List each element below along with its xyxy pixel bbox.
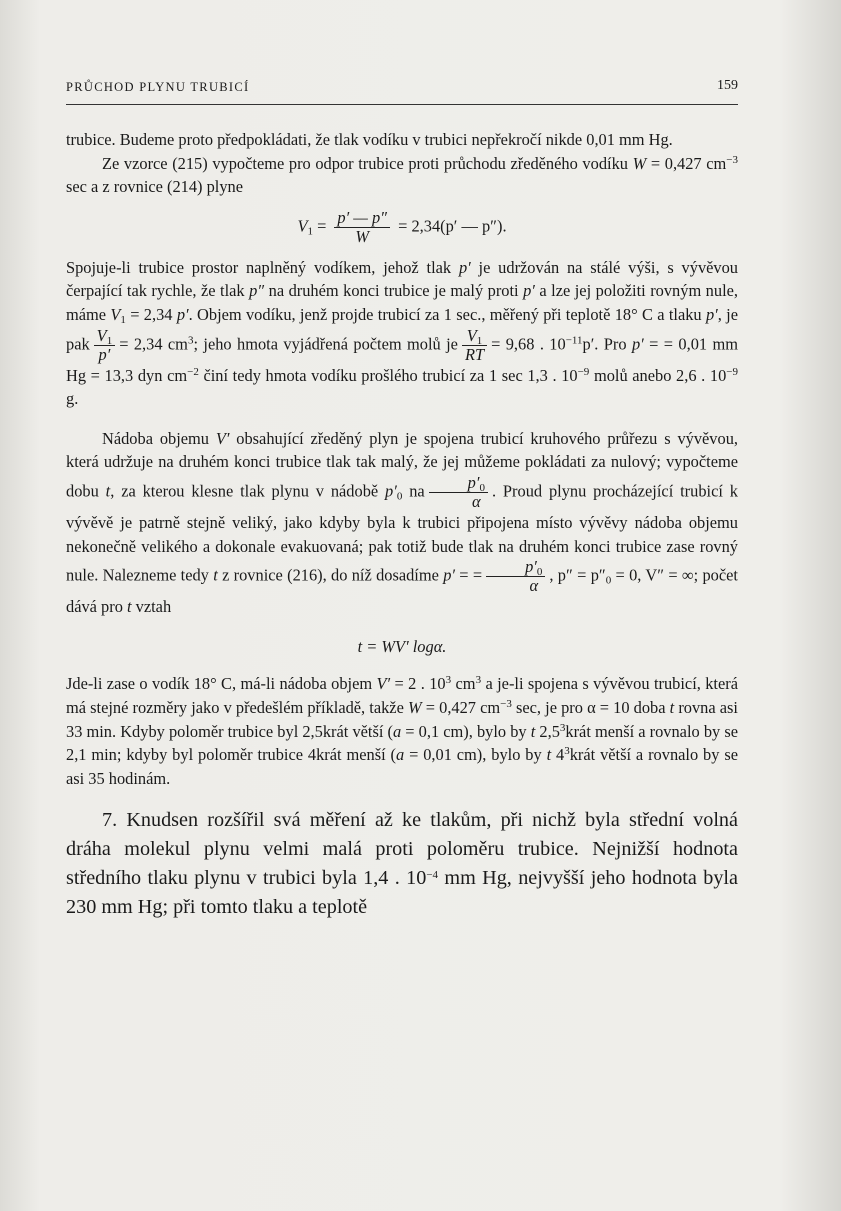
running-header [66, 80, 738, 95]
equation-1: $V_1$ = $\frac{p' — p''}{W}$ = 2,34(p′ — p″). [297, 207, 507, 246]
running-title: PRŮCHOD PLYNU TRUBICÍ [66, 80, 250, 94]
paragraph-5: Jde-li zase o vodík 18° C, má-li nádoba objem V′ = 2 . $10^3$ $cm^3$ a je-li spojena s vývěvou trubicí, která má stejné rozměry jako v předešlém příkladě, takže W = 0,427 $cm^{-3}$ sec, je pro α = 10 doba t rovna asi 33 min. Kdyby poloměr trubice byl 2,5krát větší (a = 0,1 cm), bylo by t $2,5^3krát$ menší a rovnalo by se 2,1 min; kdyby byl poloměr trubice 4krát menší (a = 0,01 cm), bylo by t $4^3krát$ větší a rovnalo by se asi 35 hodinám. [66, 674, 738, 788]
pressure-fraction: $\frac{p'_0}{\alpha}$ [429, 474, 488, 511]
moles-fraction: $\frac{V_1}{RT}$ [462, 327, 487, 364]
header-rule [66, 104, 738, 105]
paragraph-3: Spojuje-li trubice prostor naplněný vodíkem, jehož tlak p′ je udržován na stálé výši, s vývěvou čerpající tak rychle, že tlak p″ na druhém konci trubice je malý proti p′ a lze jej položiti rovným nule, máme $V_1 = 2,34$ p′. Objem vodíku, jenž projde trubicí za 1 sec., měřený při teplotě 18° C a tlaku p′, je pak $\frac{V_1}{p'}$ = 2,34 $cm^3$; jeho hmota vyjádřená počtem molů je $\frac{V_1}{RT}$ = 9,68 . $10^{-11}p'$. Pro p′ = = 0,01 mm Hg = 13,3 dyn $cm^{-2}$ činí tedy hmota vodíku prošlého trubicí za 1 sec 1,3 . $10^{-9}$ molů anebo 2,6 . $10^{-9}$ g. [66, 257, 739, 409]
page-number: 159 [717, 78, 738, 93]
paragraph-1: trubice. Budeme proto předpokládati, že tlak vodíku v trubici nepřekročí nikde 0,01 mm Hg. [66, 130, 673, 149]
volume-fraction: $\frac{V_1}{p'}$ [94, 327, 116, 364]
pressure-fraction-2: $\frac{p'_0}{\alpha}$ [486, 558, 545, 595]
page-body [66, 128, 738, 922]
paragraph-2: Ze vzorce (215) vypočteme pro odpor trubice proti průchodu zředěného vodíku W = 0,427 $cm^{-3}$ sec a z rovnice (214) plyne [66, 153, 738, 197]
equation-2: t = WV′ logα. [357, 636, 447, 656]
paragraph-4: Nádoba objemu V′ obsahující zředěný plyn je spojena trubicí kruhového průřezu s vývěvou, která udržuje na druhém konci trubice tlak tak malý, že jej můžeme pokládati za nulový; vypočteme dobu t, za kterou klesne tlak plynu v nádobě $p'_0$ na $\frac{p'_0}{\alpha}$ . Proud plynu procházející trubicí k vývěvě je patrně stejně veliký, jako kdyby byla k trubici připojena místo vývěvy nádoba objemu nekonečně velikého a dokonale evakuovaná; pak totiž bude tlak na druhém konci trubice zase rovný nule. Nalezneme tedy t z rovnice (216), do níž dosadíme p′ = = $\frac{p'_0}{\alpha}$ , $p'' = p''_0 = 0$, V″ = ∞; počet dává pro t vztah [66, 428, 738, 617]
equation-1-fraction: $\frac{p' — p''}{W}$ [334, 209, 390, 246]
paragraph-6: 7. Knudsen rozšířil svá měření až ke tlakům, při nichž byla střední volná dráha molekul plynu velmi malá proti poloměru trubice. Nejnižší hodnota středního tlaku plynu v trubici byla 1,4 . $10^{-4}$ mm Hg, nejvyšší jeho hodnota byla 230 mm Hg; při tomto tlaku a teplotě [66, 809, 738, 919]
